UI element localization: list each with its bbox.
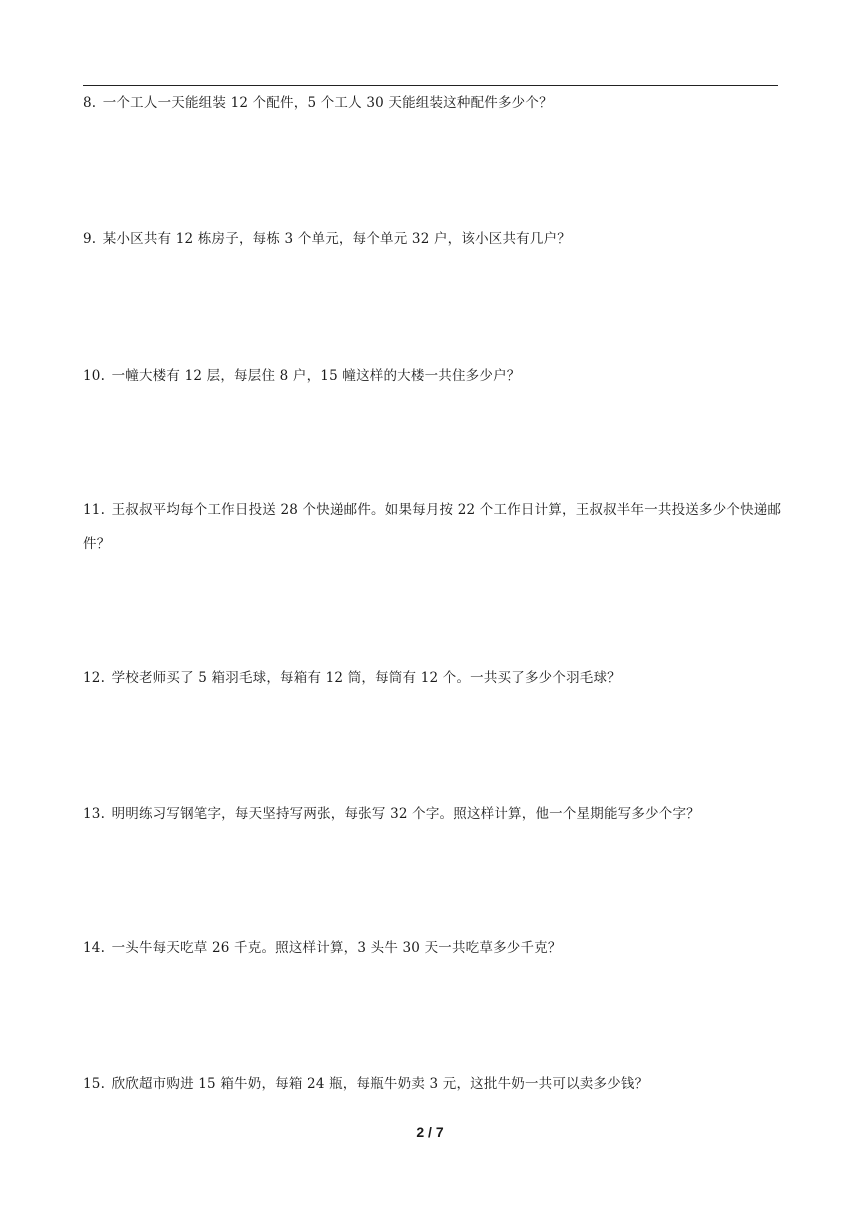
question-number: 11. [83, 502, 106, 518]
question-number: 8. [83, 95, 97, 111]
question-8 [83, 86, 783, 120]
question-9 [83, 222, 783, 256]
question-text: 一头牛每天吃草 26 千克。照这样计算，3 头牛 30 天一共吃草多少千克？ [111, 940, 562, 956]
question-12 [83, 661, 783, 695]
page-number: 2 / 7 [416, 1124, 444, 1140]
question-11 [83, 493, 783, 561]
question-number: 13. [83, 806, 106, 822]
question-14 [83, 931, 783, 965]
question-number: 10. [83, 368, 106, 384]
question-number: 12. [83, 670, 106, 686]
question-10 [83, 359, 783, 393]
question-number: 15. [83, 1076, 106, 1092]
question-text: 明明练习写钢笔字，每天坚持写两张，每张写 32 个字。照这样计算，他一个星期能写多少个字？ [111, 806, 700, 822]
question-text: 王叔叔平均每个工作日投送 28 个快递邮件。如果每月按 22 个工作日计算，王叔叔半年一共投送多少个快递邮件？ [83, 502, 782, 552]
question-15 [83, 1067, 783, 1101]
question-text: 一个工人一天能组装 12 个配件，5 个工人 30 天能组装这种配件多少个？ [102, 95, 553, 111]
question-13 [83, 797, 783, 831]
question-text: 一幢大楼有 12 层，每层住 8 户，15 幢这样的大楼一共住多少户？ [111, 368, 521, 384]
question-text: 欣欣超市购进 15 箱牛奶，每箱 24 瓶，每瓶牛奶卖 3 元，这批牛奶一共可以卖多少钱？ [111, 1076, 649, 1092]
question-number: 9. [83, 231, 97, 247]
question-text: 某小区共有 12 栋房子，每栋 3 个单元，每个单元 32 户，该小区共有几户？ [102, 231, 571, 247]
question-number: 14. [83, 940, 106, 956]
question-text: 学校老师买了 5 箱羽毛球，每箱有 12 筒，每筒有 12 个。一共买了多少个羽毛球？ [111, 670, 621, 686]
